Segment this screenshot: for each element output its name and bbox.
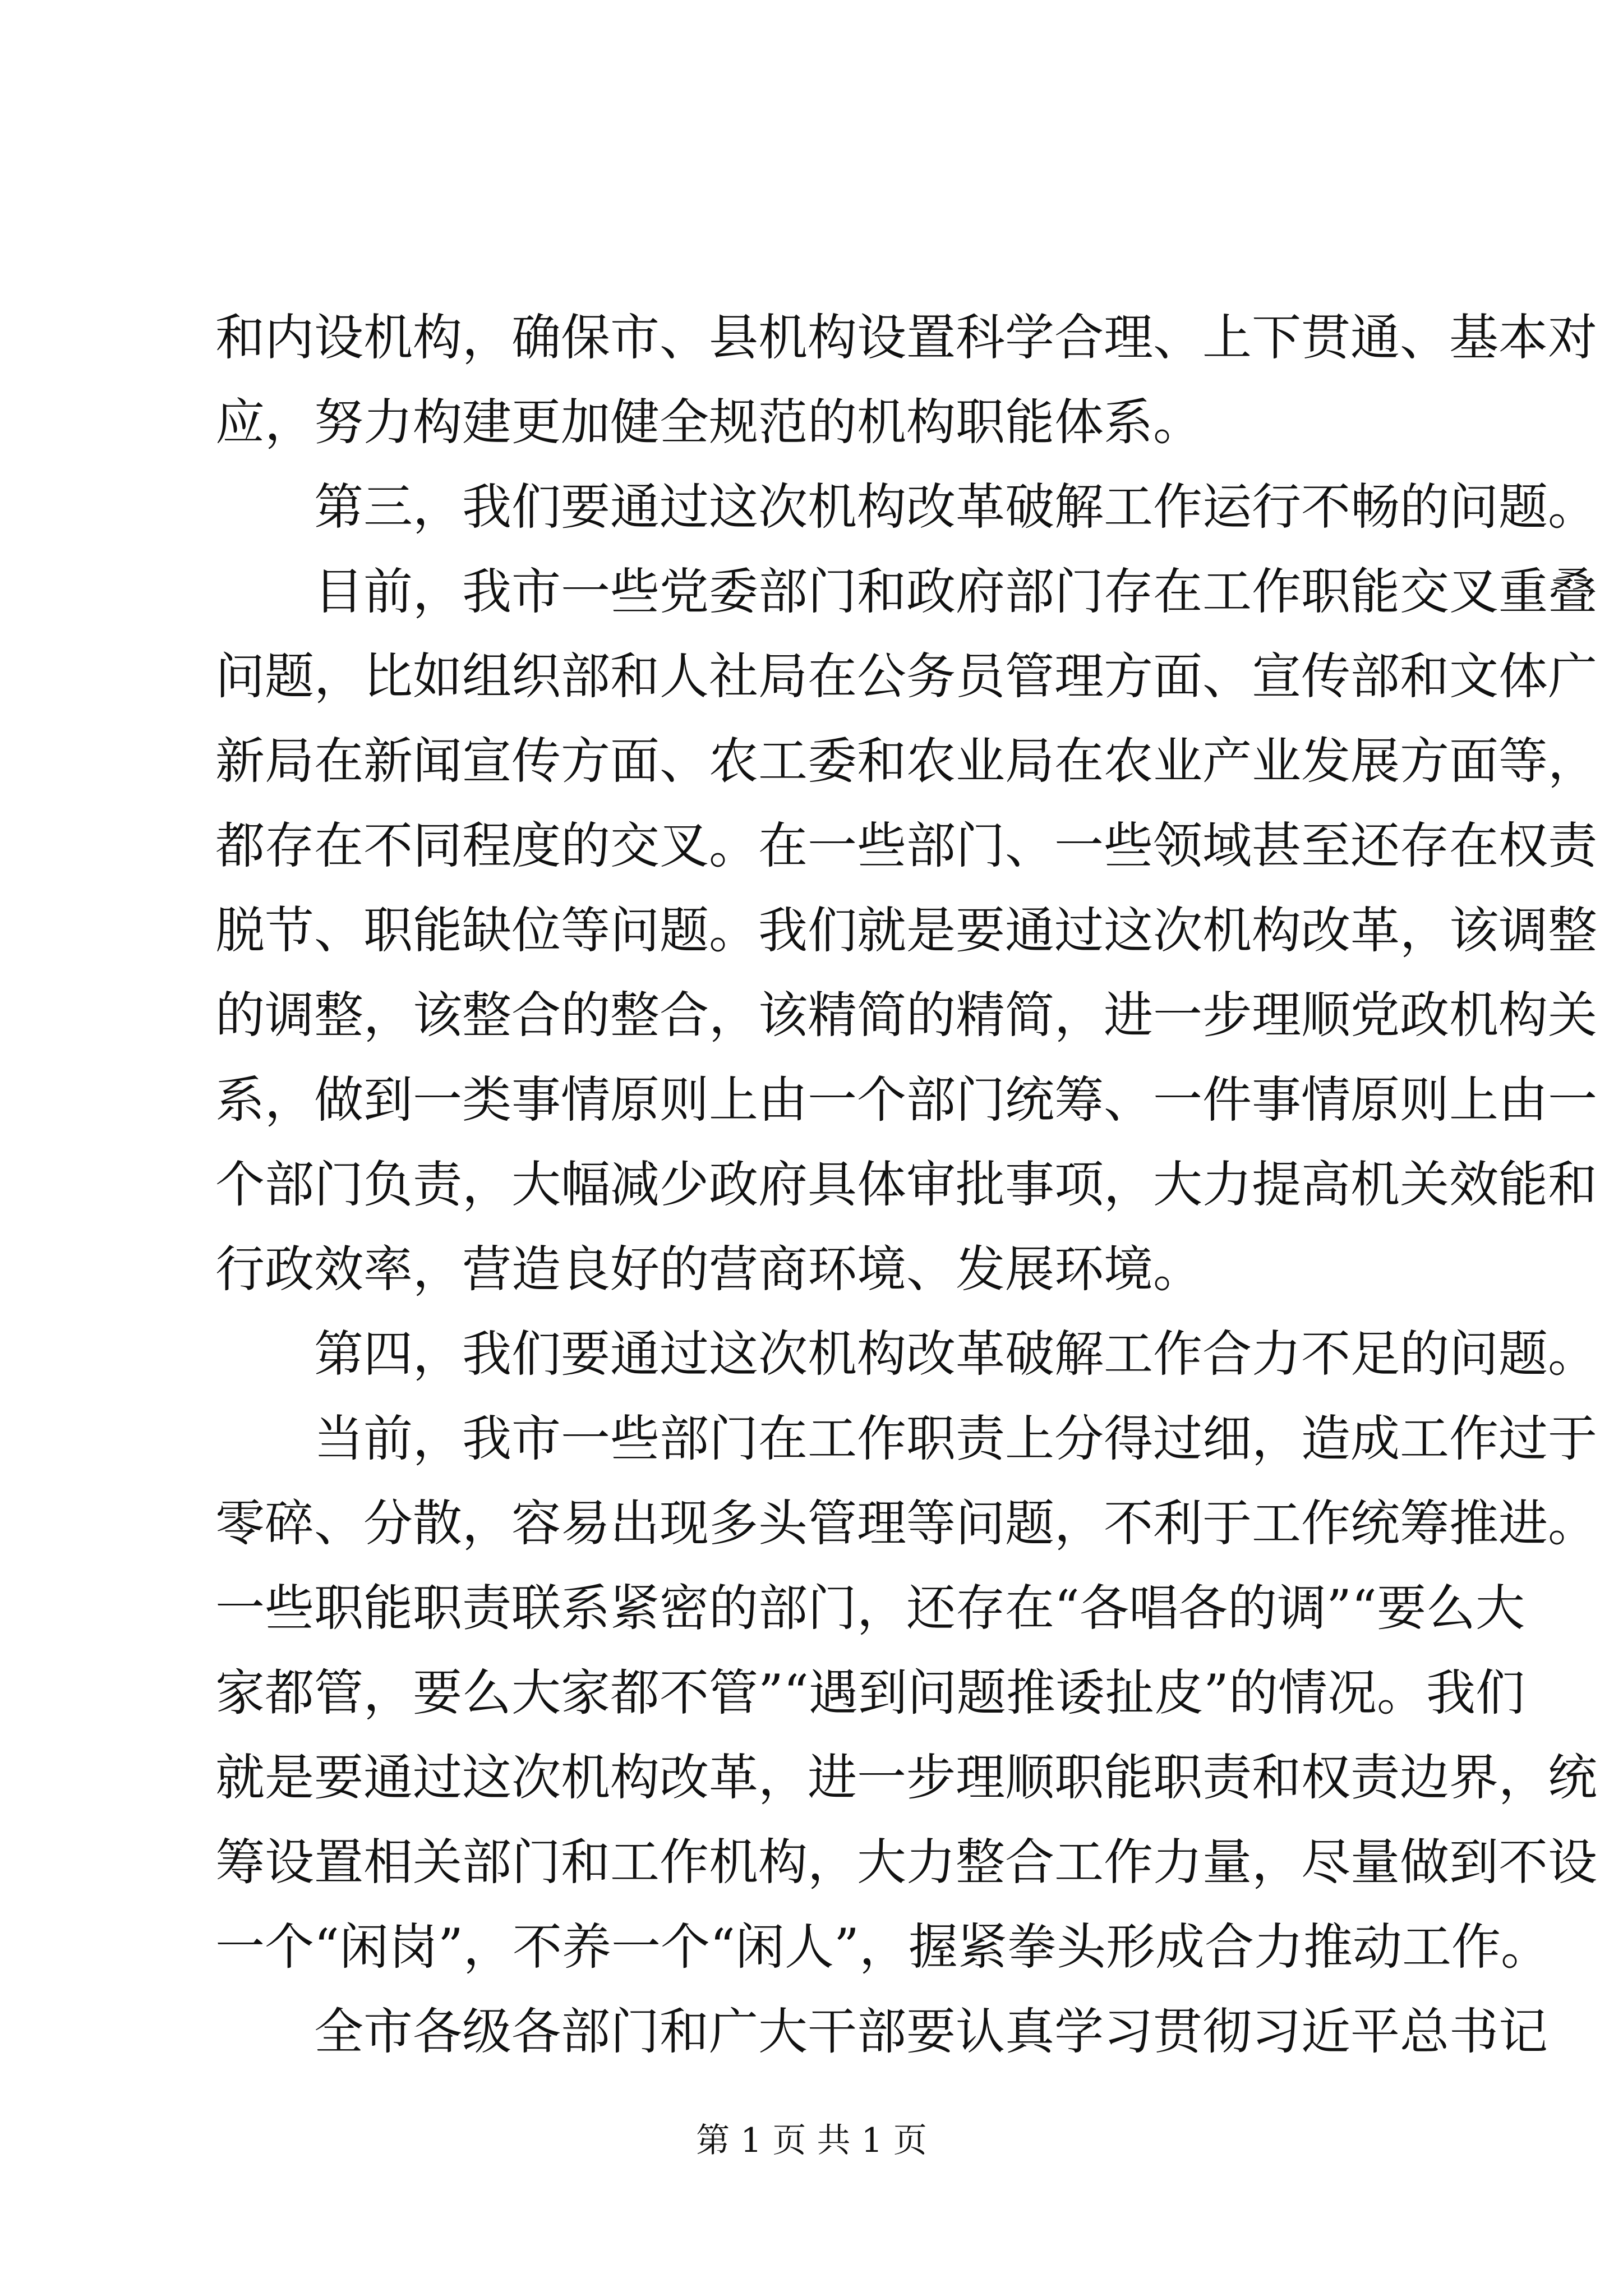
text-line: 都存在不同程度的交叉。在一些部门、一些领域甚至还存在权责 — [215, 817, 1598, 875]
text-line: 当前，我市一些部门在工作职责上分得过细，造成工作过于 — [314, 1410, 1598, 1467]
text-line: 和内设机构，确保市、县机构设置科学合理、上下贯通、基本对 — [215, 309, 1598, 366]
text-line: 脱节、职能缺位等问题。我们就是要通过这次机构改革，该调整 — [215, 901, 1598, 959]
text-line: 的调整，该整合的整合，该精简的精简，进一步理顺党政机构关 — [215, 986, 1598, 1044]
paragraph-heading-third: 第三，我们要通过这次机构改革破解工作运行不畅的问题。 — [314, 478, 1598, 536]
text-line: 零碎、分散，容易出现多头管理等问题，不利于工作统筹推进。 — [215, 1494, 1598, 1552]
text-line: 问题，比如组织部和人社局在公务员管理方面、宣传部和文体广 — [215, 647, 1598, 705]
text-line: 个部门负责，大幅减少政府具体审批事项，大力提高机关效能和 — [215, 1156, 1598, 1213]
page-number-label: 第 1 页 共 1 页 — [696, 2121, 927, 2160]
text-line: 系，做到一类事情原则上由一个部门统筹、一件事情原则上由一 — [215, 1071, 1598, 1129]
text-line: 家都管，要么大家都不管”“遇到问题推诿扯皮”的情况。我们 — [215, 1664, 1525, 1722]
text-line: 行政效率，营造良好的营商环境、发展环境。 — [215, 1240, 1203, 1298]
text-line: 一个“闲岗”，不养一个“闲人”，握紧拳头形成合力推动工作。 — [215, 1918, 1550, 1976]
text-line: 全市各级各部门和广大干部要认真学习贯彻习近平总书记 — [314, 2003, 1548, 2060]
text-line: 应，努力构建更加健全规范的机构职能体系。 — [215, 393, 1203, 451]
text-line: 新局在新闻宣传方面、农工委和农业局在农业产业发展方面等， — [215, 732, 1598, 790]
page-footer — [0, 2118, 1623, 2163]
text-line: 筹设置相关部门和工作机构，大力整合工作力量，尽量做到不设 — [215, 1833, 1598, 1891]
text-line: 就是要通过这次机构改革，进一步理顺职能职责和权责边界，统 — [215, 1749, 1598, 1806]
paragraph-heading-fourth: 第四，我们要通过这次机构改革破解工作合力不足的问题。 — [314, 1325, 1598, 1383]
text-line: 目前，我市一些党委部门和政府部门存在工作职能交叉重叠 — [314, 563, 1598, 620]
document-body — [215, 295, 1598, 2074]
text-line: 一些职能职责联系紧密的部门，还存在“各唱各的调”“要么大 — [215, 1579, 1525, 1637]
